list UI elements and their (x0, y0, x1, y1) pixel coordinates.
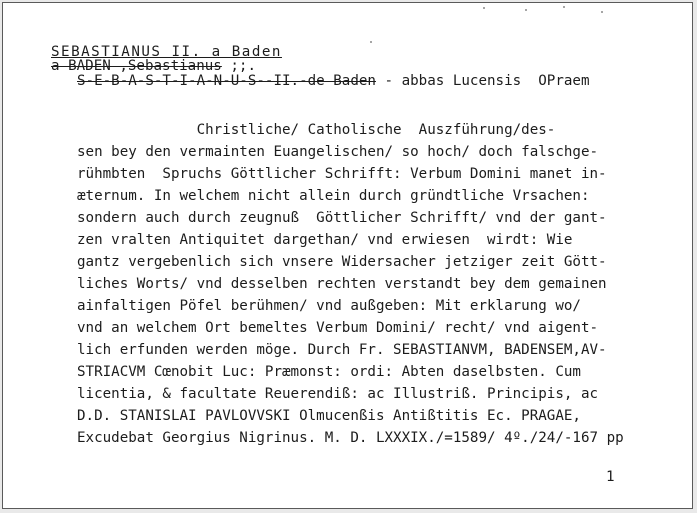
catalog-card (2, 2, 693, 509)
dust-speck (563, 6, 565, 8)
heading-line-2-struck: a BADEN ,Sebastianus (51, 58, 222, 74)
dust-speck (483, 7, 485, 9)
body-line: lich erfunden werden möge. Durch Fr. SEBASTIANVM, BADENSEM,AV- (77, 342, 607, 358)
body-line: sen bey den vermainten Euangelischen/ so hoch/ doch falschge- (77, 144, 599, 160)
body-line: vnd an welchem Ort bemeltes Verbum Domini/ recht/ vnd aigent- (77, 320, 599, 336)
body-line: æternum. In welchem nicht allein durch gründtliche Vrsachen: (77, 188, 590, 204)
body-line: rühmbten Spruchs Göttlicher Schrifft: Verbum Domini manet in- (77, 166, 607, 182)
body-line: zen vralten Antiquitet dargethan/ vnd erwiesen wirdt: Wie (77, 232, 573, 248)
heading-line-3-rest: - abbas Lucensis OPraem (375, 73, 590, 89)
body-line: Excudebat Georgius Nigrinus. M. D. LXXXIX./=1589/ 4º./24/-167 pp (77, 430, 624, 446)
page-number: 1 (606, 469, 615, 485)
dust-speck (601, 11, 603, 13)
body-line: gantz vergebenlich sich vnsere Widersacher jetziger zeit Gött- (77, 254, 607, 270)
body-line: Christliche/ Catholische Auszführung/des- (77, 122, 556, 138)
body-line: D.D. STANISLAI PAVLOVVSKI Olmucenßis Antißtitis Ec. PRAGAE, (77, 408, 581, 424)
body-line: liches Worts/ vnd desselben rechten verstandt bey dem gemainen (77, 276, 607, 292)
heading-line-3 (77, 73, 590, 90)
body-line: STRIACVM Cœnobit Luc: Præmonst: ordi: Abten daselbsten. Cum (77, 364, 581, 380)
heading-line-2-rest: ;;. (221, 58, 257, 74)
body-line: ainfaltigen Pöfel berühmen/ vnd außgeben: Mit erklarung wo/ (77, 298, 581, 314)
body-line: sondern auch durch zeugnuß Göttlicher Schrifft/ vnd der gant- (77, 210, 607, 226)
dust-speck (525, 9, 527, 11)
body-line: licentia, & facultate Reuerendiß: ac Illustriß. Principis, ac (77, 386, 599, 402)
dust-speck (370, 41, 372, 43)
heading-line-3-struck: S-E-B-A-S-T-I-A-N-U-S--II.-de Baden (77, 73, 376, 89)
heading-line-1: SEBASTIANUS II. a Baden (51, 44, 282, 60)
